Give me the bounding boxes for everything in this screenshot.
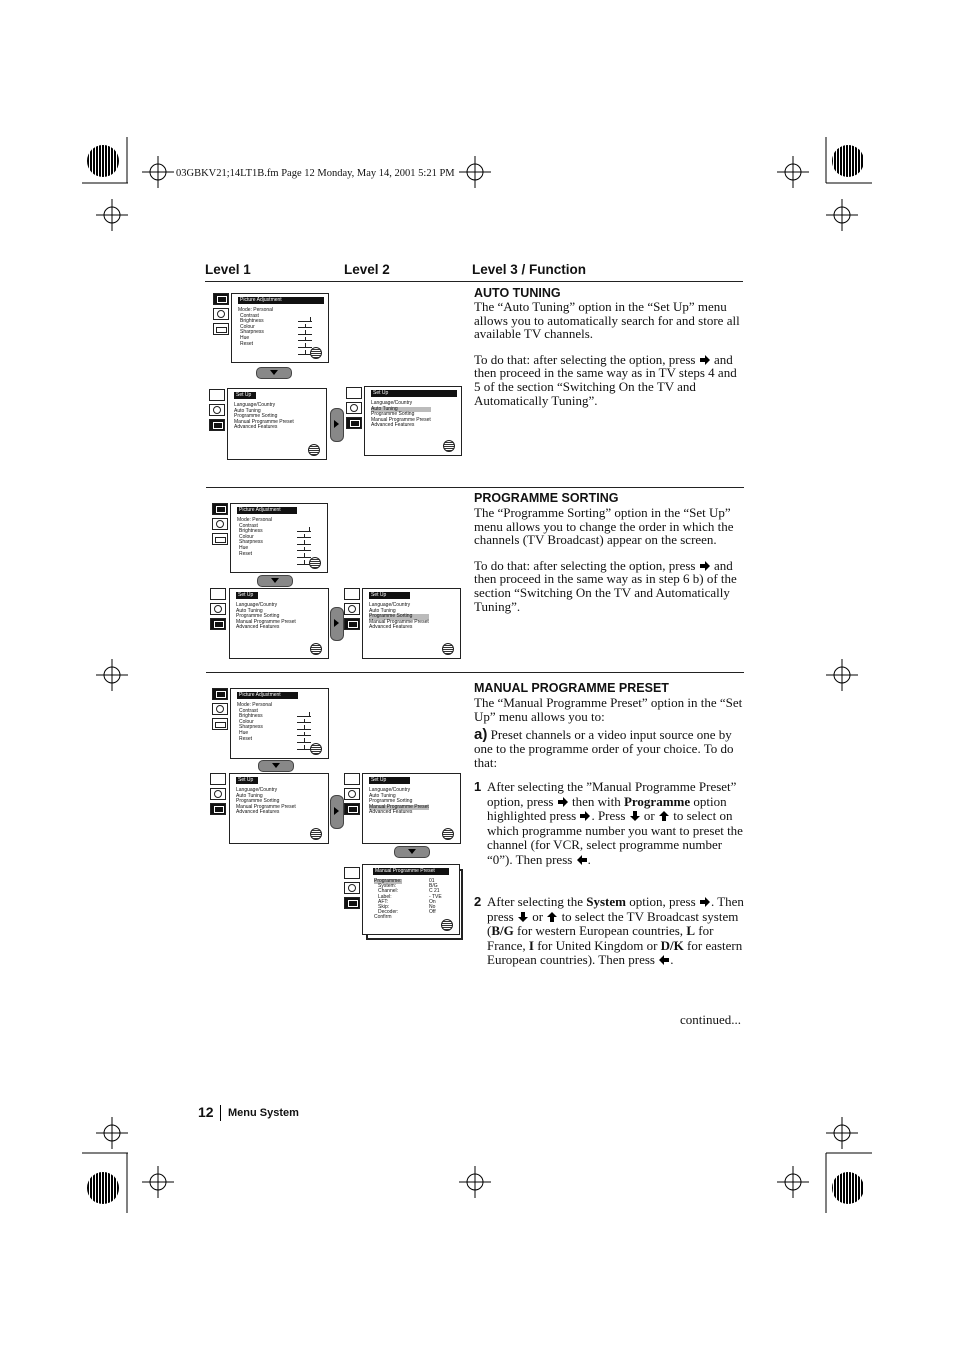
menu-icons [212,688,228,733]
toolbox-icon [210,803,226,815]
ok-icon [308,444,320,456]
menu-items: Language/Country Auto Tuning Programme Sorting Manual Programme Preset Advanced Features [369,787,429,816]
setup-screen-manual-preset [362,773,461,844]
down-arrow-icon [517,911,529,923]
right-arrow-icon [557,796,569,808]
screen-title: Picture Adjustment [238,297,324,304]
menu-items: Language/Country Auto Tuning Programme Sorting Manual Programme Preset Advanced Features [371,400,431,429]
menu-icons [344,588,360,633]
ok-icon [309,557,321,569]
clock-icon [210,603,226,615]
setup-screen [229,588,329,659]
preset-labels: Programme: System: Channel: Label: AFT: Skip: Decoder: Confirm [374,878,402,921]
menu-icons [346,387,362,432]
divider [205,281,743,282]
footer-section-label: Menu System [228,1107,299,1119]
toolbox-icon [344,618,360,630]
section-title-manual-preset: MANUAL PROGRAMME PRESET [474,681,669,695]
right-arrow-icon [330,607,344,641]
ok-icon [442,828,454,840]
ok-icon [310,743,322,755]
menu-items: Mode: Personal Contrast Brightness Colour Sharpness Hue Reset [238,307,274,347]
clock-icon [344,788,360,800]
manual-programme-preset-screen [362,864,460,935]
screen-title: Set Up [236,592,258,599]
clock-icon [210,788,226,800]
screen-title: Manual Programme Preset [373,868,449,875]
clock-icon [212,518,228,530]
toolbox-icon [346,417,362,429]
toolbox-icon [344,897,360,909]
picture-icon [212,688,228,700]
section-title-auto-tuning: AUTO TUNING [474,286,561,300]
clock-icon [344,882,360,894]
toolbox-icon [210,618,226,630]
picture-icon [344,773,360,785]
preset-values: 01 B/G C 21 - TVE On No Off [429,878,442,916]
setup-screen [229,773,329,844]
menu-icons [209,389,225,434]
right-arrow-icon [330,795,344,829]
menu-items: Mode: Personal Contrast Brightness Colour Sharpness Hue Reset [237,517,273,557]
picture-adjustment-screen [231,293,329,363]
divider [206,672,744,673]
divider [206,487,744,488]
section-title-programme-sorting: PROGRAMME SORTING [474,491,619,505]
setup-screen-auto-tuning [364,386,462,456]
slider-marks [298,315,312,355]
left-arrow-icon [576,854,588,866]
column-level-1: Level 1 [205,262,251,277]
menu-items: Language/Country Auto Tuning Programme Sorting Manual Programme Preset Advanced Features [236,787,296,816]
left-arrow-icon [658,954,670,966]
right-arrow-icon [579,810,591,822]
step-1: 1 After selecting the ”Manual Programme Preset” option, press then with Programme option highlighted press . Press or to select on which programme number you want to preset the channel (for VCR, select programme number “0”). Then press . [474,779,743,867]
column-level-2: Level 2 [344,262,390,277]
down-arrow-icon [394,846,430,858]
ok-icon [310,643,322,655]
menu-items: Mode: Personal Contrast Brightness Colour Sharpness Hue Reset [237,702,273,742]
slider-marks [297,710,311,750]
screen-title: Set Up [369,592,410,599]
picture-adjustment-screen [230,503,328,573]
right-arrow-icon [699,560,711,572]
ok-icon [443,440,455,452]
manual-preset-intro: The “Manual Programme Preset” option in the “Set Up” menu allows you to: [474,695,743,724]
option-a: a) Preset channels or a video input source one by one to the programme order of your choice. To do that: [474,726,734,770]
ok-icon [442,643,454,655]
down-arrow-icon [256,367,292,379]
up-arrow-icon [658,810,670,822]
screen-title: Picture Adjustment [237,507,297,514]
picture-icon [212,503,228,515]
right-arrow-icon [699,896,711,908]
page-number: 12 [198,1104,214,1120]
ok-icon [310,347,322,359]
toolbox-icon [213,323,229,335]
up-arrow-icon [546,911,558,923]
clock-icon [346,402,362,414]
menu-items: Language/Country Auto Tuning Programme Sorting Manual Programme Preset Advanced Features [236,602,296,631]
slider-marks [297,525,311,565]
column-level-3: Level 3 / Function [472,262,587,277]
right-arrow-icon [330,408,344,442]
right-arrow-icon [699,354,711,366]
menu-items: Language/Country Auto Tuning Programme Sorting Manual Programme Preset Advanced Features [234,402,294,431]
screen-title: Set Up [369,777,410,784]
toolbox-icon [209,419,225,431]
picture-icon [346,387,362,399]
down-arrow-icon [629,810,641,822]
toolbox-icon [212,533,228,545]
picture-icon [344,867,360,879]
setup-screen [227,388,327,460]
ok-icon [441,919,453,931]
clock-icon [212,703,228,715]
picture-adjustment-screen [230,688,329,759]
toolbox-icon [344,803,360,815]
picture-icon [209,389,225,401]
menu-icons [344,773,360,818]
menu-icons [210,773,226,818]
file-info-line: 03GBKV21;14LT1B.fm Page 12 Monday, May 14, 2001 5:21 PM [176,168,455,179]
screen-title: Set Up [236,777,258,784]
toolbox-icon [212,718,228,730]
clock-icon [344,603,360,615]
clock-icon [213,308,229,320]
menu-icons [212,503,228,548]
screen-title: Set Up [371,390,457,397]
screen-title: Picture Adjustment [237,692,298,699]
ok-icon [310,828,322,840]
continued-note: continued... [680,1012,742,1027]
screen-title: Set Up [234,392,256,399]
clock-icon [209,404,225,416]
menu-items: Language/Country Auto Tuning Programme Sorting Manual Programme Preset Advanced Features [369,602,429,631]
menu-icons [210,588,226,633]
menu-icons [213,293,229,338]
picture-icon [210,773,226,785]
footer-divider [220,1105,221,1121]
picture-icon [210,588,226,600]
menu-icons [344,867,360,912]
setup-screen-programme-sorting [362,588,461,659]
picture-icon [213,293,229,305]
auto-tuning-text: The “Auto Tuning” option in the “Set Up” menu allows you to automatically search for and store all available TV channels. To do that: after selecting the option, press and then proceed in the same way as in TV steps 4 and 5 of the section “Switching On the TV and Automatically Tuning”. [474,299,740,408]
step-2: 2 After selecting the System option, press . Then press or to select the TV Broadcast system (B/G for western European countries, L for France, I for United Kingdom or D/K for eastern European countries). Then press . [474,894,744,967]
picture-icon [344,588,360,600]
programme-sorting-text: The “Programme Sorting” option in the “Set Up” menu allows you to change the order in which the channels (TV Broadcast) appear on the screen. To do that: after selecting the option, press and then proceed in the same way as in step 6 b) of the section “Switching On the TV and Automatically Tuning”. [474,505,737,614]
down-arrow-icon [258,760,294,772]
down-arrow-icon [257,575,293,587]
